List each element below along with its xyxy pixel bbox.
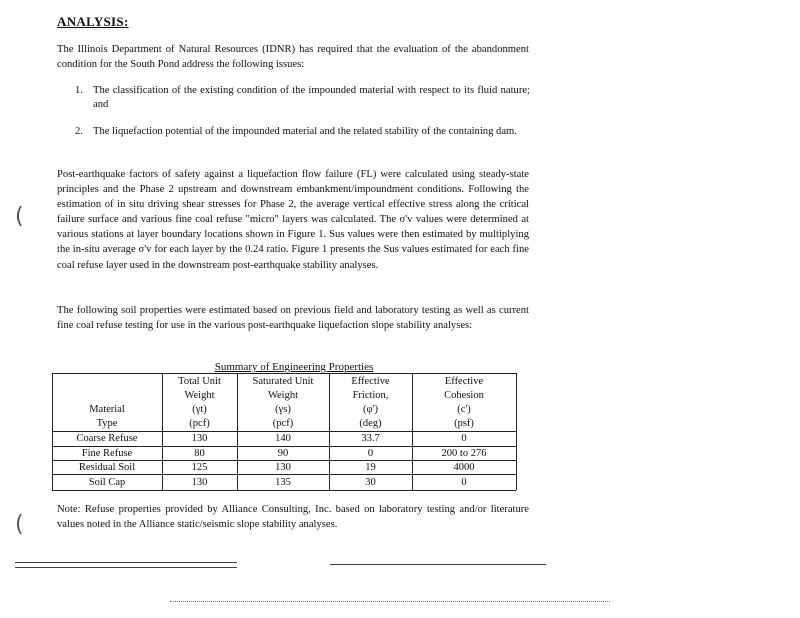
cell-effective-cohesion: 200 to 276: [441, 448, 487, 459]
cell-total-unit-weight: 130: [191, 433, 208, 444]
issue-number: 2.: [75, 126, 83, 137]
issue-number: 1.: [75, 85, 83, 96]
intro-paragraph: The Illinois Department of Natural Resources (IDNR) has required that the evaluation of the abandonment condition for the South Pond address the following issues:: [57, 44, 529, 70]
table-title: Summary of Engineering Properties: [214, 361, 374, 373]
header-line: Effective: [351, 376, 390, 387]
engineering-properties-table: [52, 372, 517, 492]
cell-saturated-unit-weight: 140: [275, 433, 291, 444]
header-line: (psf): [454, 418, 474, 429]
header-line: Weight: [184, 390, 215, 401]
header-effective-cohesion: [412, 375, 516, 431]
cell-total-unit-weight: 125: [191, 462, 208, 473]
header-material: [52, 403, 162, 431]
header-line: (γt): [192, 404, 207, 415]
header-line: Material: [89, 404, 125, 415]
header-saturated-unit-weight: [237, 375, 329, 431]
cell-saturated-unit-weight: 90: [277, 448, 289, 459]
header-line: Effective: [444, 376, 484, 387]
header-line: (pcf): [189, 418, 210, 429]
cell-material-type: Coarse Refuse: [76, 433, 138, 444]
header-line: Saturated Unit: [252, 376, 314, 387]
table-bottom-rule: [52, 490, 516, 491]
issue-text: The classification of the existing condition of the impounded material with respect to its fluid nature; and: [93, 85, 530, 110]
soil-properties-paragraph: The following soil properties were estimated based on previous field and laboratory testing as well as current fine coal refuse testing for use in the various post-earthquake liquefaction slope stability analyses:: [57, 305, 529, 331]
scan-artifact-dots: [170, 601, 610, 604]
header-line: (pcf): [272, 418, 294, 429]
cell-saturated-unit-weight: 135: [275, 477, 291, 488]
header-line: (γs): [275, 404, 291, 415]
cell-effective-friction: 33.7: [361, 433, 380, 444]
cell-effective-friction: 19: [365, 462, 376, 473]
footer-rule-left-lower: [15, 567, 237, 568]
table-right-border: [516, 373, 517, 490]
footer-rule-right: [330, 564, 546, 565]
cell-total-unit-weight: 130: [191, 477, 208, 488]
header-line: (φ'): [363, 404, 378, 415]
cell-material-type: Fine Refuse: [81, 448, 133, 459]
liquefaction-paragraph: Post-earthquake factors of safety against a liquefaction flow failure (FL) were calculated using steady-state principles and the Phase 2 upstream and downstream embankment/impoundment conditions. Following the estimation of in situ driving shear stresses for Phase 2, the average vertical effective stress along the critical failure surface and various fine coal refuse "micro" layers was calculated. The σ'v values were determined at various stations at layer boundary locations shown in Figure 1. Sus values were then estimated by multiplying the in-situ average σ'v for each layer by the 0.24 ratio. Figure 1 presents the Sus values estimated for each fine coal refuse layer used in the downstream post-earthquake stability analyses.: [57, 169, 529, 271]
cell-material-type: Residual Soil: [78, 462, 136, 473]
cell-total-unit-weight: 80: [194, 448, 205, 459]
cell-material-type: Soil Cap: [88, 477, 126, 488]
cell-effective-friction: 30: [365, 477, 376, 488]
footer-rule-left: [15, 562, 237, 563]
cell-effective-cohesion: 0: [461, 433, 467, 444]
issue-text: The liquefaction potential of the impounded material and the related stability of the containing dam.: [93, 126, 517, 137]
header-effective-friction: [329, 375, 412, 431]
cell-effective-friction: 0: [367, 448, 374, 459]
table-top-rule: [52, 373, 516, 374]
cell-saturated-unit-weight: 130: [275, 462, 291, 473]
header-line: Total Unit: [178, 376, 221, 387]
cell-effective-cohesion: 4000: [453, 462, 475, 473]
cell-effective-cohesion: 0: [461, 477, 467, 488]
margin-bracket-mark: (: [15, 512, 24, 537]
section-heading: ANALYSIS:: [57, 14, 129, 29]
header-line: Friction,: [352, 390, 389, 401]
header-line: Weight: [267, 390, 299, 401]
header-line: Type: [96, 418, 118, 429]
header-line: (deg): [359, 418, 382, 429]
table-note: Note: Refuse properties provided by Alliance Consulting, Inc. based on laboratory testing and/or literature values noted in the Alliance static/seismic slope stability analyses.: [57, 504, 529, 530]
header-total-unit-weight: [162, 375, 237, 431]
header-line: Cohesion: [444, 390, 484, 401]
header-line: (c'): [457, 404, 471, 415]
margin-bracket-mark: (: [15, 204, 24, 229]
